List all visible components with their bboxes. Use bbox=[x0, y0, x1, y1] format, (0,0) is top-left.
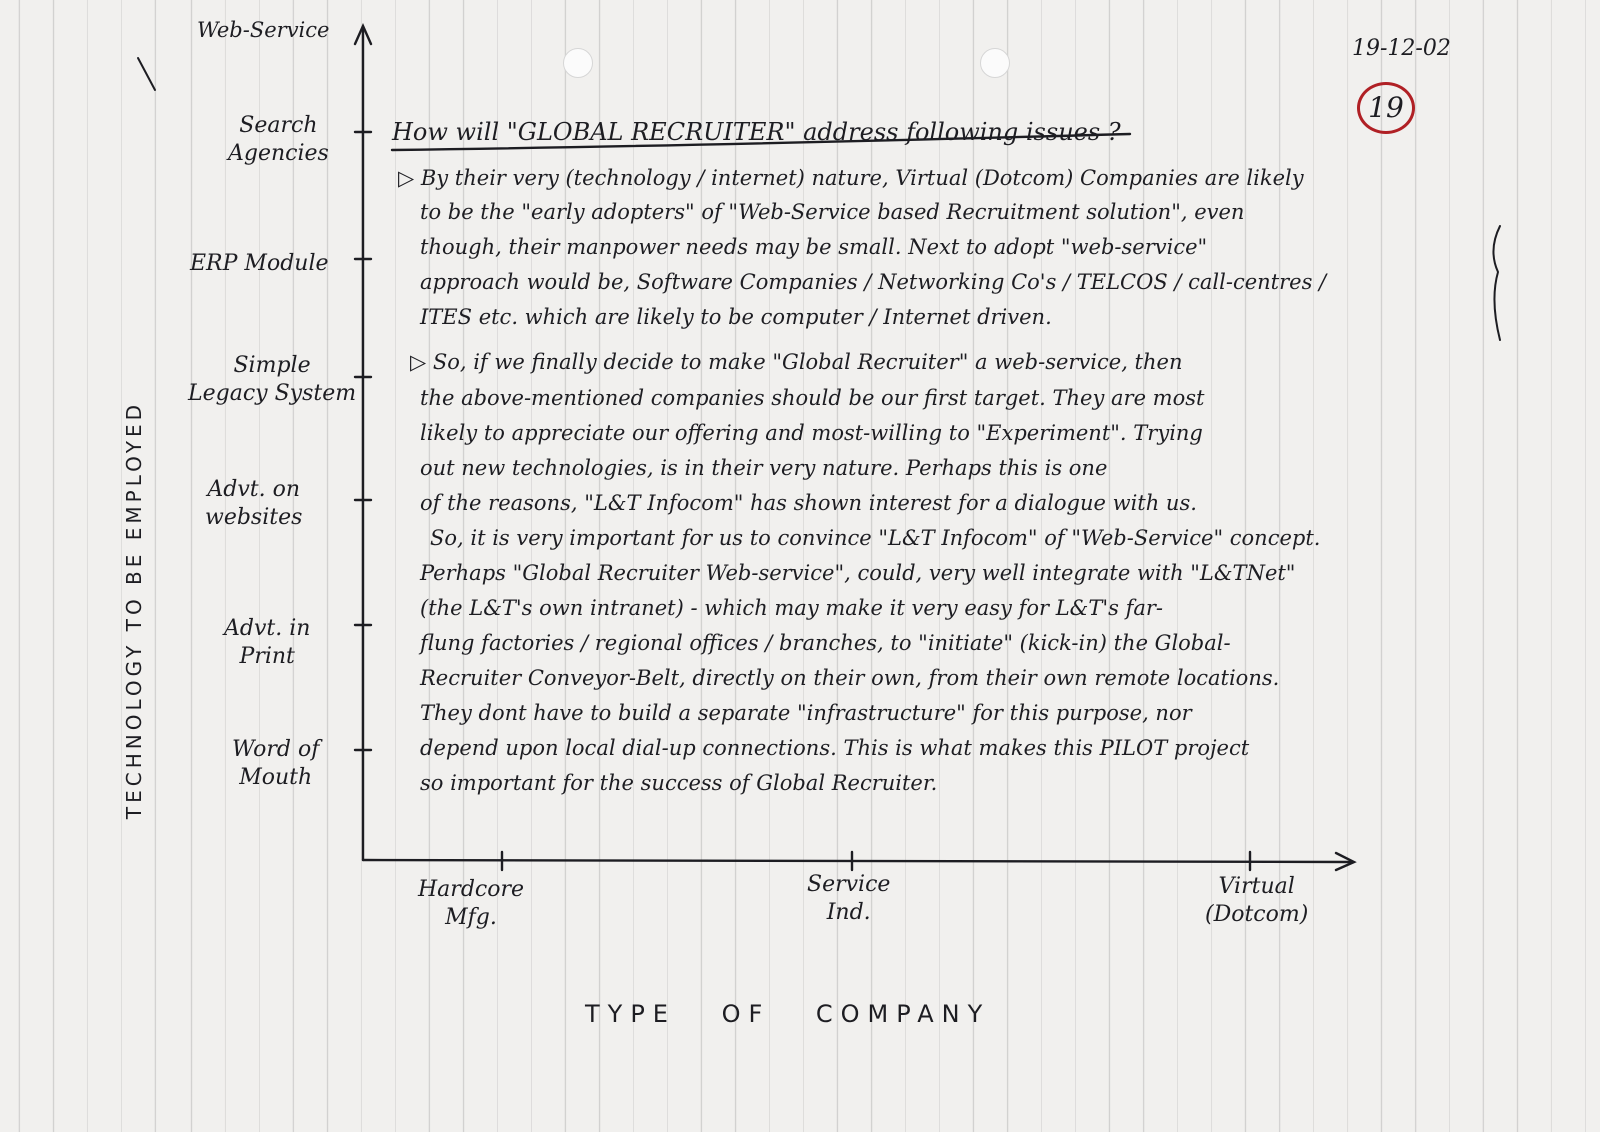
y-tick-label-line1: Word of bbox=[232, 737, 320, 762]
y-tick-label-line2: Mouth bbox=[239, 765, 313, 790]
notes-line: depend upon local dial-up connections. This is what makes this PILOT project bbox=[420, 736, 1250, 760]
y-tick-label-line1: Simple bbox=[233, 353, 311, 378]
page-number-circled: 19 bbox=[1357, 82, 1415, 134]
x-tick-label-line2: (Dotcom) bbox=[1205, 902, 1309, 927]
date-label: 19-12-02 bbox=[1352, 36, 1451, 61]
notes-line: Recruiter Conveyor-Belt, directly on their own, from their own remote locations. bbox=[420, 666, 1280, 690]
y-tick-label-line2: websites bbox=[205, 505, 303, 530]
y-tick-label-search-agencies bbox=[228, 112, 329, 168]
y-tick-label-legacy-system bbox=[188, 352, 356, 408]
notes-heading: How will "GLOBAL RECRUITER" address following issues ? bbox=[392, 118, 1121, 146]
y-tick-label-line1: Search bbox=[239, 113, 318, 138]
notes-line: So, it is very important for us to convince "L&T Infocom" of "Web-Service" concept. bbox=[430, 526, 1321, 550]
y-tick-label-advt-print bbox=[224, 615, 310, 671]
notes-line: ▷ So, if we finally decide to make "Global Recruiter" a web-service, then bbox=[410, 350, 1183, 374]
x-tick-label-line1: Virtual bbox=[1218, 874, 1295, 899]
x-axis-title: TYPE OF COMPANY bbox=[585, 1000, 991, 1028]
x-tick-label-line2: Mfg. bbox=[445, 905, 497, 930]
y-tick-label-line2: Legacy System bbox=[188, 381, 357, 406]
notes-line: to be the "early adopters" of "Web-Service based Recruitment solution", even bbox=[420, 200, 1245, 224]
x-tick-label-line1: Service bbox=[807, 872, 891, 897]
margin-brace bbox=[1493, 226, 1500, 340]
notes-line: out new technologies, is in their very nature. Perhaps this is one bbox=[420, 456, 1108, 480]
x-tick-label-hardcore-mfg bbox=[418, 876, 524, 932]
notes-line: Perhaps "Global Recruiter Web-service", could, very well integrate with "L&TNet" bbox=[420, 561, 1296, 585]
y-tick-label-word-of-mouth bbox=[232, 736, 319, 792]
notes-line: of the reasons, "L&T Infocom" has shown interest for a dialogue with us. bbox=[420, 491, 1197, 515]
y-tick-label-line1: Advt. in bbox=[224, 616, 311, 641]
x-tick-label-virtual-dotcom bbox=[1205, 873, 1308, 929]
y-axis-top-label: Web-Service bbox=[197, 18, 330, 42]
x-tick-label-line2: Ind. bbox=[826, 900, 871, 925]
y-tick-label-erp-module bbox=[190, 250, 329, 278]
notes-line: so important for the success of Global Recruiter. bbox=[420, 771, 938, 795]
y-axis-title: TECHNOLOGY TO BE EMPLOYED bbox=[122, 400, 146, 820]
notes-line: (the L&T's own intranet) - which may make it very easy for L&T's far- bbox=[420, 596, 1164, 620]
notes-line: approach would be, Software Companies / Networking Co's / TELCOS / call-centres / bbox=[420, 270, 1327, 294]
x-tick-label-line1: Hardcore bbox=[418, 877, 525, 902]
x-axis-line bbox=[363, 860, 1352, 862]
notes-line: ▷ By their very (technology / internet) nature, Virtual (Dotcom) Companies are likely bbox=[398, 166, 1304, 190]
y-tick-label-line2: Agencies bbox=[228, 141, 329, 166]
stray-mark bbox=[138, 58, 155, 90]
y-tick-label-advt-websites bbox=[205, 476, 302, 532]
x-tick-label-service-ind bbox=[807, 871, 890, 927]
notes-line: ITES etc. which are likely to be computer / Internet driven. bbox=[420, 305, 1052, 329]
notes-line: flung factories / regional offices / branches, to "initiate" (kick-in) the Global- bbox=[420, 631, 1231, 655]
notes-line: likely to appreciate our offering and most-willing to "Experiment". Trying bbox=[420, 421, 1203, 445]
y-tick-label-line1: ERP Module bbox=[190, 251, 329, 276]
notes-line: though, their manpower needs may be small. Next to adopt "web-service" bbox=[420, 235, 1208, 259]
y-tick-label-line1: Advt. on bbox=[207, 477, 301, 502]
notes-line: They dont have to build a separate "infrastructure" for this purpose, nor bbox=[420, 701, 1192, 725]
y-tick-label-line2: Print bbox=[239, 644, 295, 669]
notes-line: the above-mentioned companies should be our first target. They are most bbox=[420, 386, 1205, 410]
